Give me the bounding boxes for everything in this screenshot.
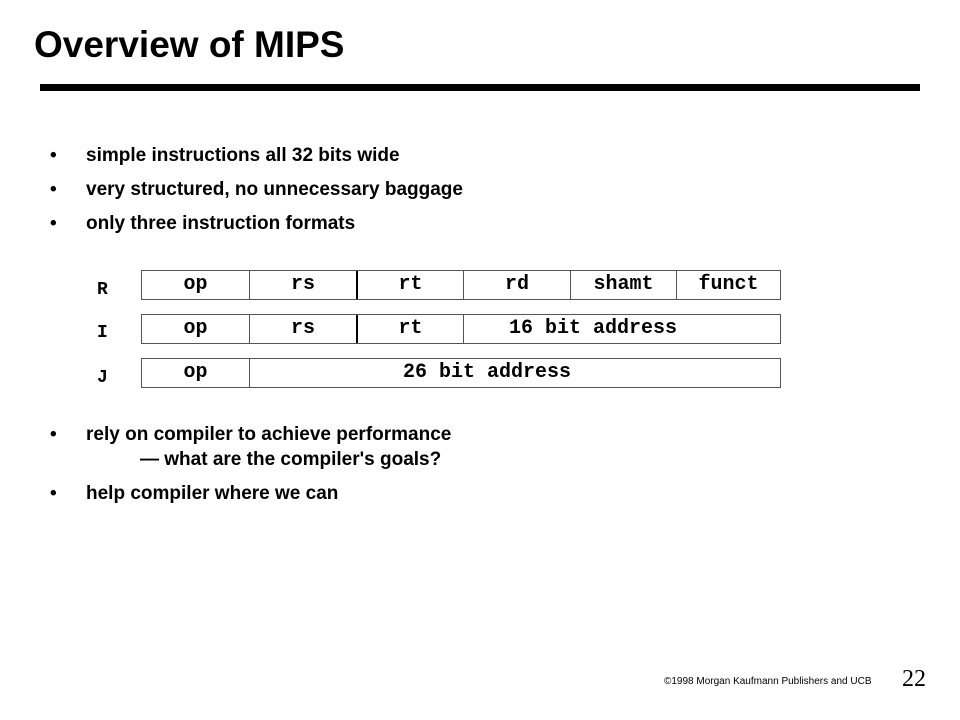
bullet-text: rely on compiler to achieve performance (86, 424, 452, 445)
i-field-address: 16 bit address (463, 315, 780, 343)
i-field-op: op (183, 317, 208, 340)
bullet-item: • simple instructions all 32 bits wide (50, 145, 463, 167)
bullet-item: • very structured, no unnecessary baggage (50, 179, 463, 201)
j-format-row (141, 358, 781, 388)
r-field-op: op (183, 273, 208, 296)
i-format-row (141, 314, 781, 344)
bullet-item (50, 483, 451, 505)
format-label-j: J (97, 368, 108, 388)
i-field-rt: rt (356, 315, 463, 343)
title-underline (40, 84, 920, 91)
i-field-rs: rs (249, 315, 356, 343)
format-label-r: R (97, 280, 108, 300)
bullet-subline: — what are the compiler's goals? (140, 449, 442, 470)
r-field-rd: rd (463, 271, 570, 299)
r-field-shamt: shamt (570, 271, 676, 299)
bullet-item: • only three instruction formats (50, 213, 463, 235)
bullet-text: help compiler where we can (86, 483, 339, 504)
r-field-rt: rt (356, 271, 463, 299)
r-format-row (141, 270, 781, 300)
slide-title: Overview of MIPS (34, 24, 345, 65)
j-field-op: op (183, 361, 208, 384)
j-field-address: 26 bit address (249, 359, 780, 387)
page-number: 22 (902, 666, 926, 692)
bullet-item (50, 424, 451, 471)
bottom-bullet-list (50, 424, 451, 517)
top-bullet-list (50, 145, 463, 247)
format-label-i: I (97, 323, 108, 343)
r-field-funct: funct (676, 271, 780, 299)
r-field-rs: rs (249, 271, 356, 299)
copyright-footer: ©1998 Morgan Kaufmann Publishers and UCB (664, 676, 872, 687)
